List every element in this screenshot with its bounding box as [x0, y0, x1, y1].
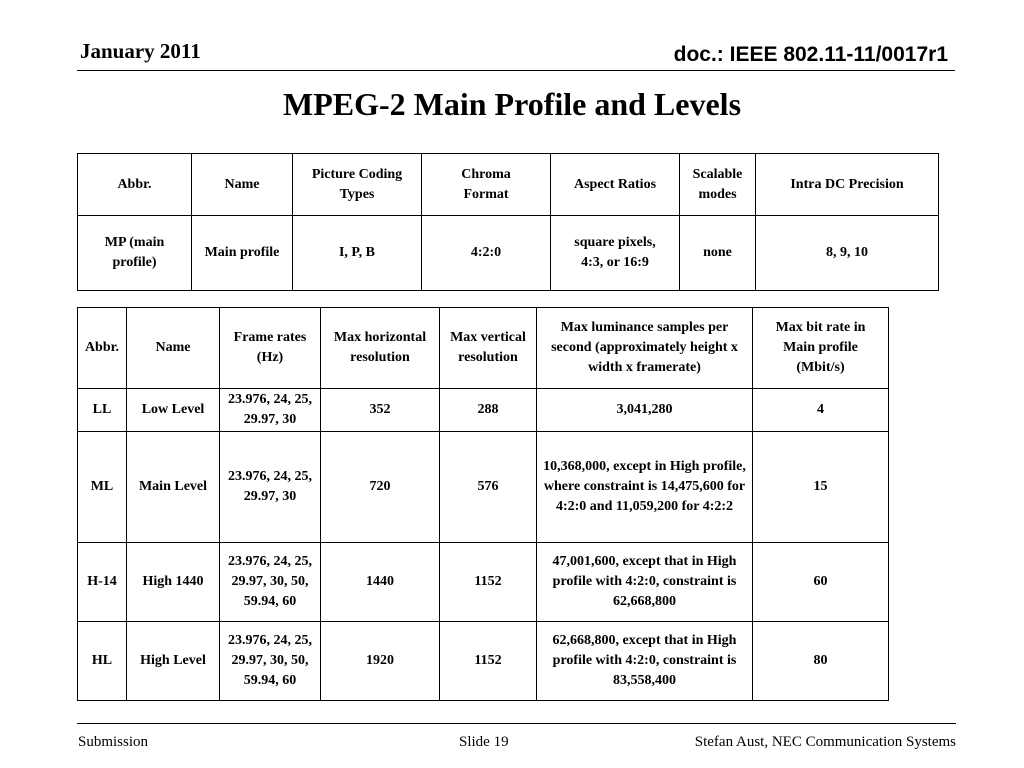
profile-header-cell: Chroma Format: [422, 154, 551, 216]
profile-cell: MP (main profile): [78, 216, 192, 291]
level-cell: H-14: [78, 543, 127, 622]
profile-table: [77, 153, 939, 291]
level-cell: High Level: [127, 622, 220, 701]
table-row: [78, 432, 889, 543]
profile-header-cell: Aspect Ratios: [551, 154, 680, 216]
profile-header-cell: Scalable modes: [680, 154, 756, 216]
level-cell: 1920: [321, 622, 440, 701]
footer-submission: Submission: [78, 734, 149, 750]
level-cell: 1152: [440, 543, 537, 622]
slide-title: MPEG-2 Main Profile and Levels: [282, 86, 742, 122]
level-header-cell: Max bit rate in Main profile (Mbit/s): [753, 308, 889, 389]
level-header-cell: Max vertical resolution: [440, 308, 537, 389]
level-cell: 576: [440, 432, 537, 543]
level-cell: 10,368,000, except in High profile, where constraint is 14,475,600 for 4:2:0 and 11,059,200 for 4:2:2: [537, 432, 753, 543]
level-cell: 23.976, 24, 25, 29.97, 30: [220, 389, 321, 432]
table-row: [78, 543, 889, 622]
level-cell: 3,041,280: [537, 389, 753, 432]
footer-slide-number: Slide 19: [459, 734, 509, 750]
header-divider: [77, 70, 955, 71]
profile-header-row: [78, 154, 939, 216]
level-cell: ML: [78, 432, 127, 543]
level-header-cell: Max luminance samples per second (approximately height x width x framerate): [537, 308, 753, 389]
header-doc-id: doc.: IEEE 802.11-11/0017r1: [673, 43, 948, 66]
level-cell: 1152: [440, 622, 537, 701]
level-header-cell: Abbr.: [78, 308, 127, 389]
level-cell: 1440: [321, 543, 440, 622]
table-row: [78, 216, 939, 291]
footer-divider: [77, 723, 956, 724]
profile-cell: I, P, B: [293, 216, 422, 291]
level-cell: 720: [321, 432, 440, 543]
level-header-cell: Name: [127, 308, 220, 389]
footer-author: Stefan Aust, NEC Communication Systems: [694, 734, 956, 750]
profile-header-cell: Abbr.: [78, 154, 192, 216]
profile-cell: none: [680, 216, 756, 291]
level-cell: 288: [440, 389, 537, 432]
profile-header-cell: Intra DC Precision: [756, 154, 939, 216]
level-header-row: [78, 308, 889, 389]
profile-header-cell: Name: [192, 154, 293, 216]
header-date: January 2011: [80, 39, 201, 63]
level-cell: 60: [753, 543, 889, 622]
level-cell: LL: [78, 389, 127, 432]
level-cell: 15: [753, 432, 889, 543]
level-header-cell: Frame rates (Hz): [220, 308, 321, 389]
level-header-cell: Max horizontal resolution: [321, 308, 440, 389]
level-table: [77, 307, 889, 701]
level-cell: 4: [753, 389, 889, 432]
profile-header-cell: Picture Coding Types: [293, 154, 422, 216]
level-cell: 80: [753, 622, 889, 701]
level-cell: High 1440: [127, 543, 220, 622]
level-cell: Main Level: [127, 432, 220, 543]
level-cell: 62,668,800, except that in High profile with 4:2:0, constraint is 83,558,400: [537, 622, 753, 701]
level-cell: 352: [321, 389, 440, 432]
table-row: [78, 622, 889, 701]
level-cell: 23.976, 24, 25, 29.97, 30: [220, 432, 321, 543]
level-cell: 47,001,600, except that in High profile with 4:2:0, constraint is 62,668,800: [537, 543, 753, 622]
level-cell: Low Level: [127, 389, 220, 432]
profile-cell: 4:2:0: [422, 216, 551, 291]
level-cell: 23.976, 24, 25, 29.97, 30, 50, 59.94, 60: [220, 622, 321, 701]
level-cell: HL: [78, 622, 127, 701]
profile-cell: 8, 9, 10: [756, 216, 939, 291]
profile-cell: Main profile: [192, 216, 293, 291]
level-cell: 23.976, 24, 25, 29.97, 30, 50, 59.94, 60: [220, 543, 321, 622]
table-row: [78, 389, 889, 432]
profile-cell: square pixels, 4:3, or 16:9: [551, 216, 680, 291]
